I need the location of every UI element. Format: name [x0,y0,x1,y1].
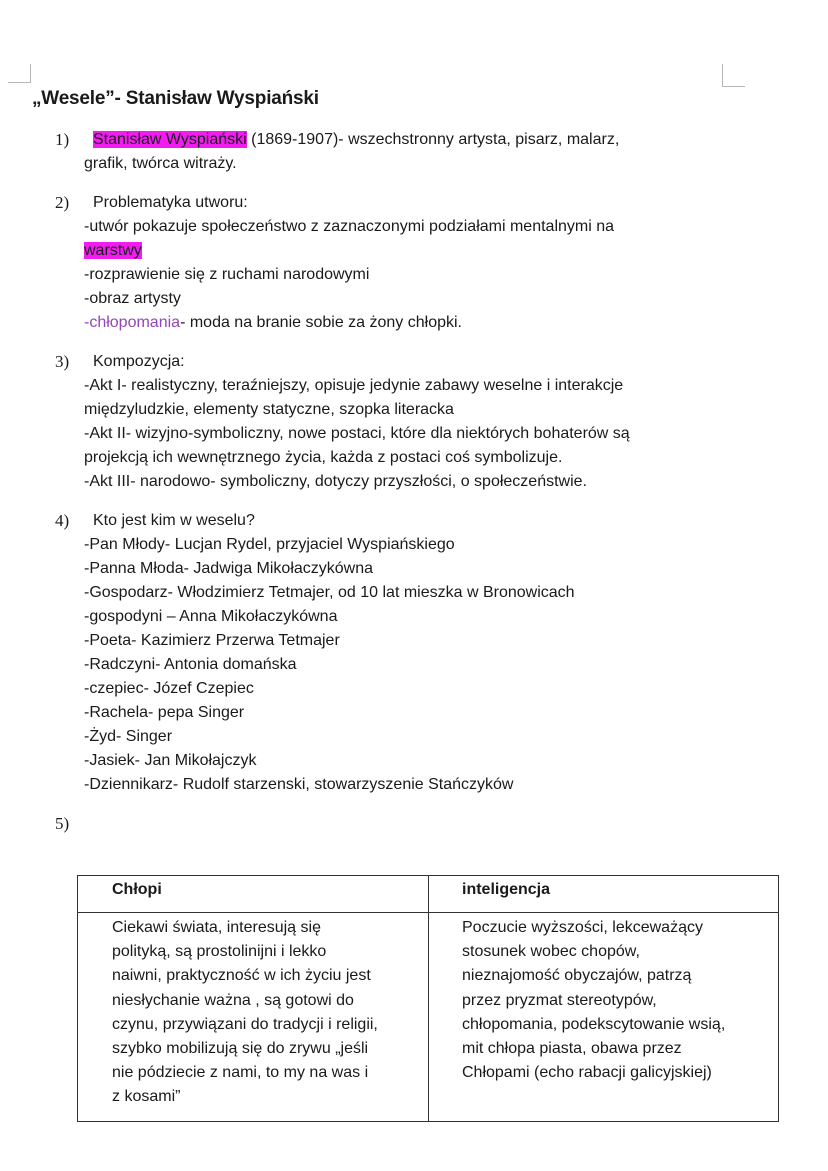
section-number: 5) [55,814,70,833]
list-item: -gospodyni – Anna Mikołaczykówna [84,608,338,625]
list-item: -Rachela- pepa Singer [84,704,245,721]
highlighted-author-name: Stanisław Wyspiański [93,131,247,148]
section-heading: Problematyka utworu: [93,194,248,211]
list-item: -Akt I- realistyczny, teraźniejszy, opisuje jedynie zabawy weselne i interakcje [84,377,624,394]
section-number: 3) [55,352,70,371]
list-item: -Jasiek- Jan Mikołajczyk [84,752,257,769]
comparison-table [77,875,779,1122]
list-item: -Panna Młoda- Jadwiga Mikołaczykówna [84,560,374,577]
list-item: -Pan Młody- Lucjan Rydel, przyjaciel Wyspiańskiego [84,536,455,553]
section-number: 2) [55,193,70,212]
table-header-chlopi: Chłopi [112,881,162,898]
list-item: -Poeta- Kazimierz Przerwa Tetmajer [84,632,340,649]
section-number: 4) [55,511,70,530]
author-dates-description: (1869-1907)- wszechstronny artysta, pisarz, malarz, [246,131,620,148]
highlighted-word: warstwy [84,242,142,259]
list-item: -Akt II- wizyjno-symboliczny, nowe postaci, które dla niektórych bohaterów są [84,425,630,442]
purple-term: -chłopomania [84,314,181,331]
list-item: -Akt III- narodowo- symboliczny, dotyczy przyszłości, o społeczeństwie. [84,473,587,490]
page-title: „Wesele”- Stanisław Wyspiański [32,88,319,109]
list-item: -Żyd- Singer [84,728,173,745]
table-cell-inteligencja: Poczucie wyższości, lekceważący stosunek wobec chopów, nieznajomość obyczajów, patrzą przez pryzmat stereotypów, chłopomania, podekscytowanie wsią, mit chłopa piasta, obawa przez Chłopami (echo rabacji galicyjskiej) [462,919,726,1082]
list-item: -rozprawienie się z ruchami narodowymi [84,266,370,283]
section-3 [55,350,795,494]
section-2 [55,191,795,335]
table-cell-chlopi: Ciekawi świata, interesują się polityką, są prostolinijni i lekko naiwni, praktyczność w ich życiu jest niesłychanie ważna , są gotowi do czynu, przywiązani do tradycji i religii, szybko mobilizują się do zrywu „jeśli nie pódziecie z nami, to my na was i z kosami” [112,919,378,1106]
list-item: -Dziennikarz- Rudolf starzenski, stowarzyszenie Stańczyków [84,776,514,793]
list-item: -chłopomania- moda na branie sobie za żony chłopki. [84,314,462,331]
list-item: -utwór pokazuje społeczeństwo z zaznaczonymi podziałami mentalnymi na [84,218,615,235]
list-item: -Radczyni- Antonia domańska [84,656,297,673]
page-corner-mark-left [8,64,31,83]
section-1-line-2: grafik, twórca witraży. [84,155,237,172]
list-item: projekcją ich wewnętrznego życia, każda z postaci coś symbolizuje. [84,449,563,466]
list-item: -Gospodarz- Włodzimierz Tetmajer, od 10 lat mieszka w Bronowicach [84,584,575,601]
list-item: -obraz artysty [84,290,181,307]
list-item: -czepiec- Józef Czepiec [84,680,254,697]
section-number: 1) [55,130,70,149]
section-1-line-1 [84,128,795,152]
section-1 [55,128,795,176]
section-heading: Kompozycja: [93,353,185,370]
table-header-inteligencja: inteligencja [462,881,551,898]
table-header-divider [78,912,778,913]
section-heading: Kto jest kim w weselu? [93,512,255,529]
list-item: międzyludzkie, elementy statyczne, szopka literacka [84,401,454,418]
section-4 [55,509,795,797]
page-corner-mark-right [722,64,745,87]
